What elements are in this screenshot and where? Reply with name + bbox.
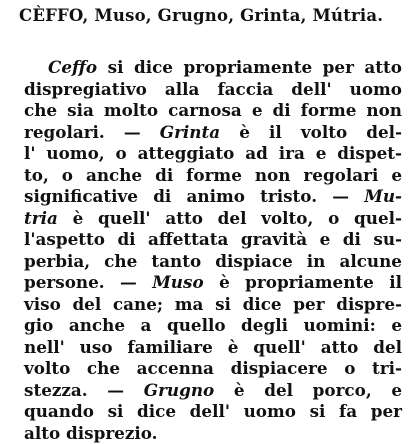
body-line: [24, 294, 402, 316]
body-line: [24, 423, 402, 444]
entry-heading: [19, 4, 403, 27]
entry-terms: CÈFFO, Muso, Grugno, Grinta, Mútria.: [19, 6, 383, 25]
headword-reference: Muso: [152, 272, 203, 292]
body-text: to, o anche di forme non regolari e: [24, 165, 402, 185]
body-text: persone. —: [24, 272, 152, 292]
body-text: è quell' atto del volto, o quel-: [58, 208, 402, 228]
body-line: [24, 122, 402, 144]
body-text: perbia, che tanto dispiace in alcune: [24, 251, 402, 271]
body-line: [24, 143, 402, 165]
body-line: [24, 229, 402, 251]
body-line: [24, 165, 402, 187]
body-text: è del porco, e: [214, 380, 402, 400]
body-line: [24, 272, 402, 294]
body-line: [24, 251, 402, 273]
body-text: quando si dice dell' uomo si fa per: [24, 401, 402, 421]
body-line: [24, 208, 402, 230]
body-text: nell' uso familiare è quell' atto del: [24, 337, 402, 357]
entry-body: [24, 57, 402, 444]
body-line: [24, 57, 402, 79]
headword-reference: Grugno: [144, 380, 215, 400]
body-text: significative di animo tristo. —: [24, 186, 364, 206]
body-line: [24, 358, 402, 380]
body-line: [24, 79, 402, 101]
headword-reference: Ceffo: [48, 57, 97, 77]
body-text: regolari. —: [24, 122, 160, 142]
body-line: [24, 337, 402, 359]
body-text: è il volto del-: [220, 122, 402, 142]
body-text: l'aspetto di affettata gravità e di su-: [24, 229, 402, 249]
headword-reference: tria: [24, 208, 58, 228]
body-text: che sia molto carnosa e di forme non: [24, 100, 402, 120]
body-text: si dice propriamente per atto: [97, 57, 402, 77]
body-text: è propriamente il: [204, 272, 402, 292]
body-line: [24, 315, 402, 337]
body-line: [24, 401, 402, 423]
body-line: [24, 186, 402, 208]
body-line: [24, 380, 402, 402]
headword-reference: Mu-: [364, 186, 402, 206]
body-text: l' uomo, o atteggiato ad ira e dispet-: [24, 143, 402, 163]
headword-reference: Grinta: [160, 122, 220, 142]
body-line: [24, 100, 402, 122]
body-text: stezza. —: [24, 380, 144, 400]
body-text: volto che accenna dispiacere o tri-: [24, 358, 402, 378]
body-text: dispregiativo alla faccia dell' uomo: [24, 79, 402, 99]
body-text: alto disprezio.: [24, 423, 158, 443]
body-text: viso del cane; ma si dice per dispre-: [24, 294, 402, 314]
body-text: gio anche a quello degli uomini: e: [24, 315, 402, 335]
